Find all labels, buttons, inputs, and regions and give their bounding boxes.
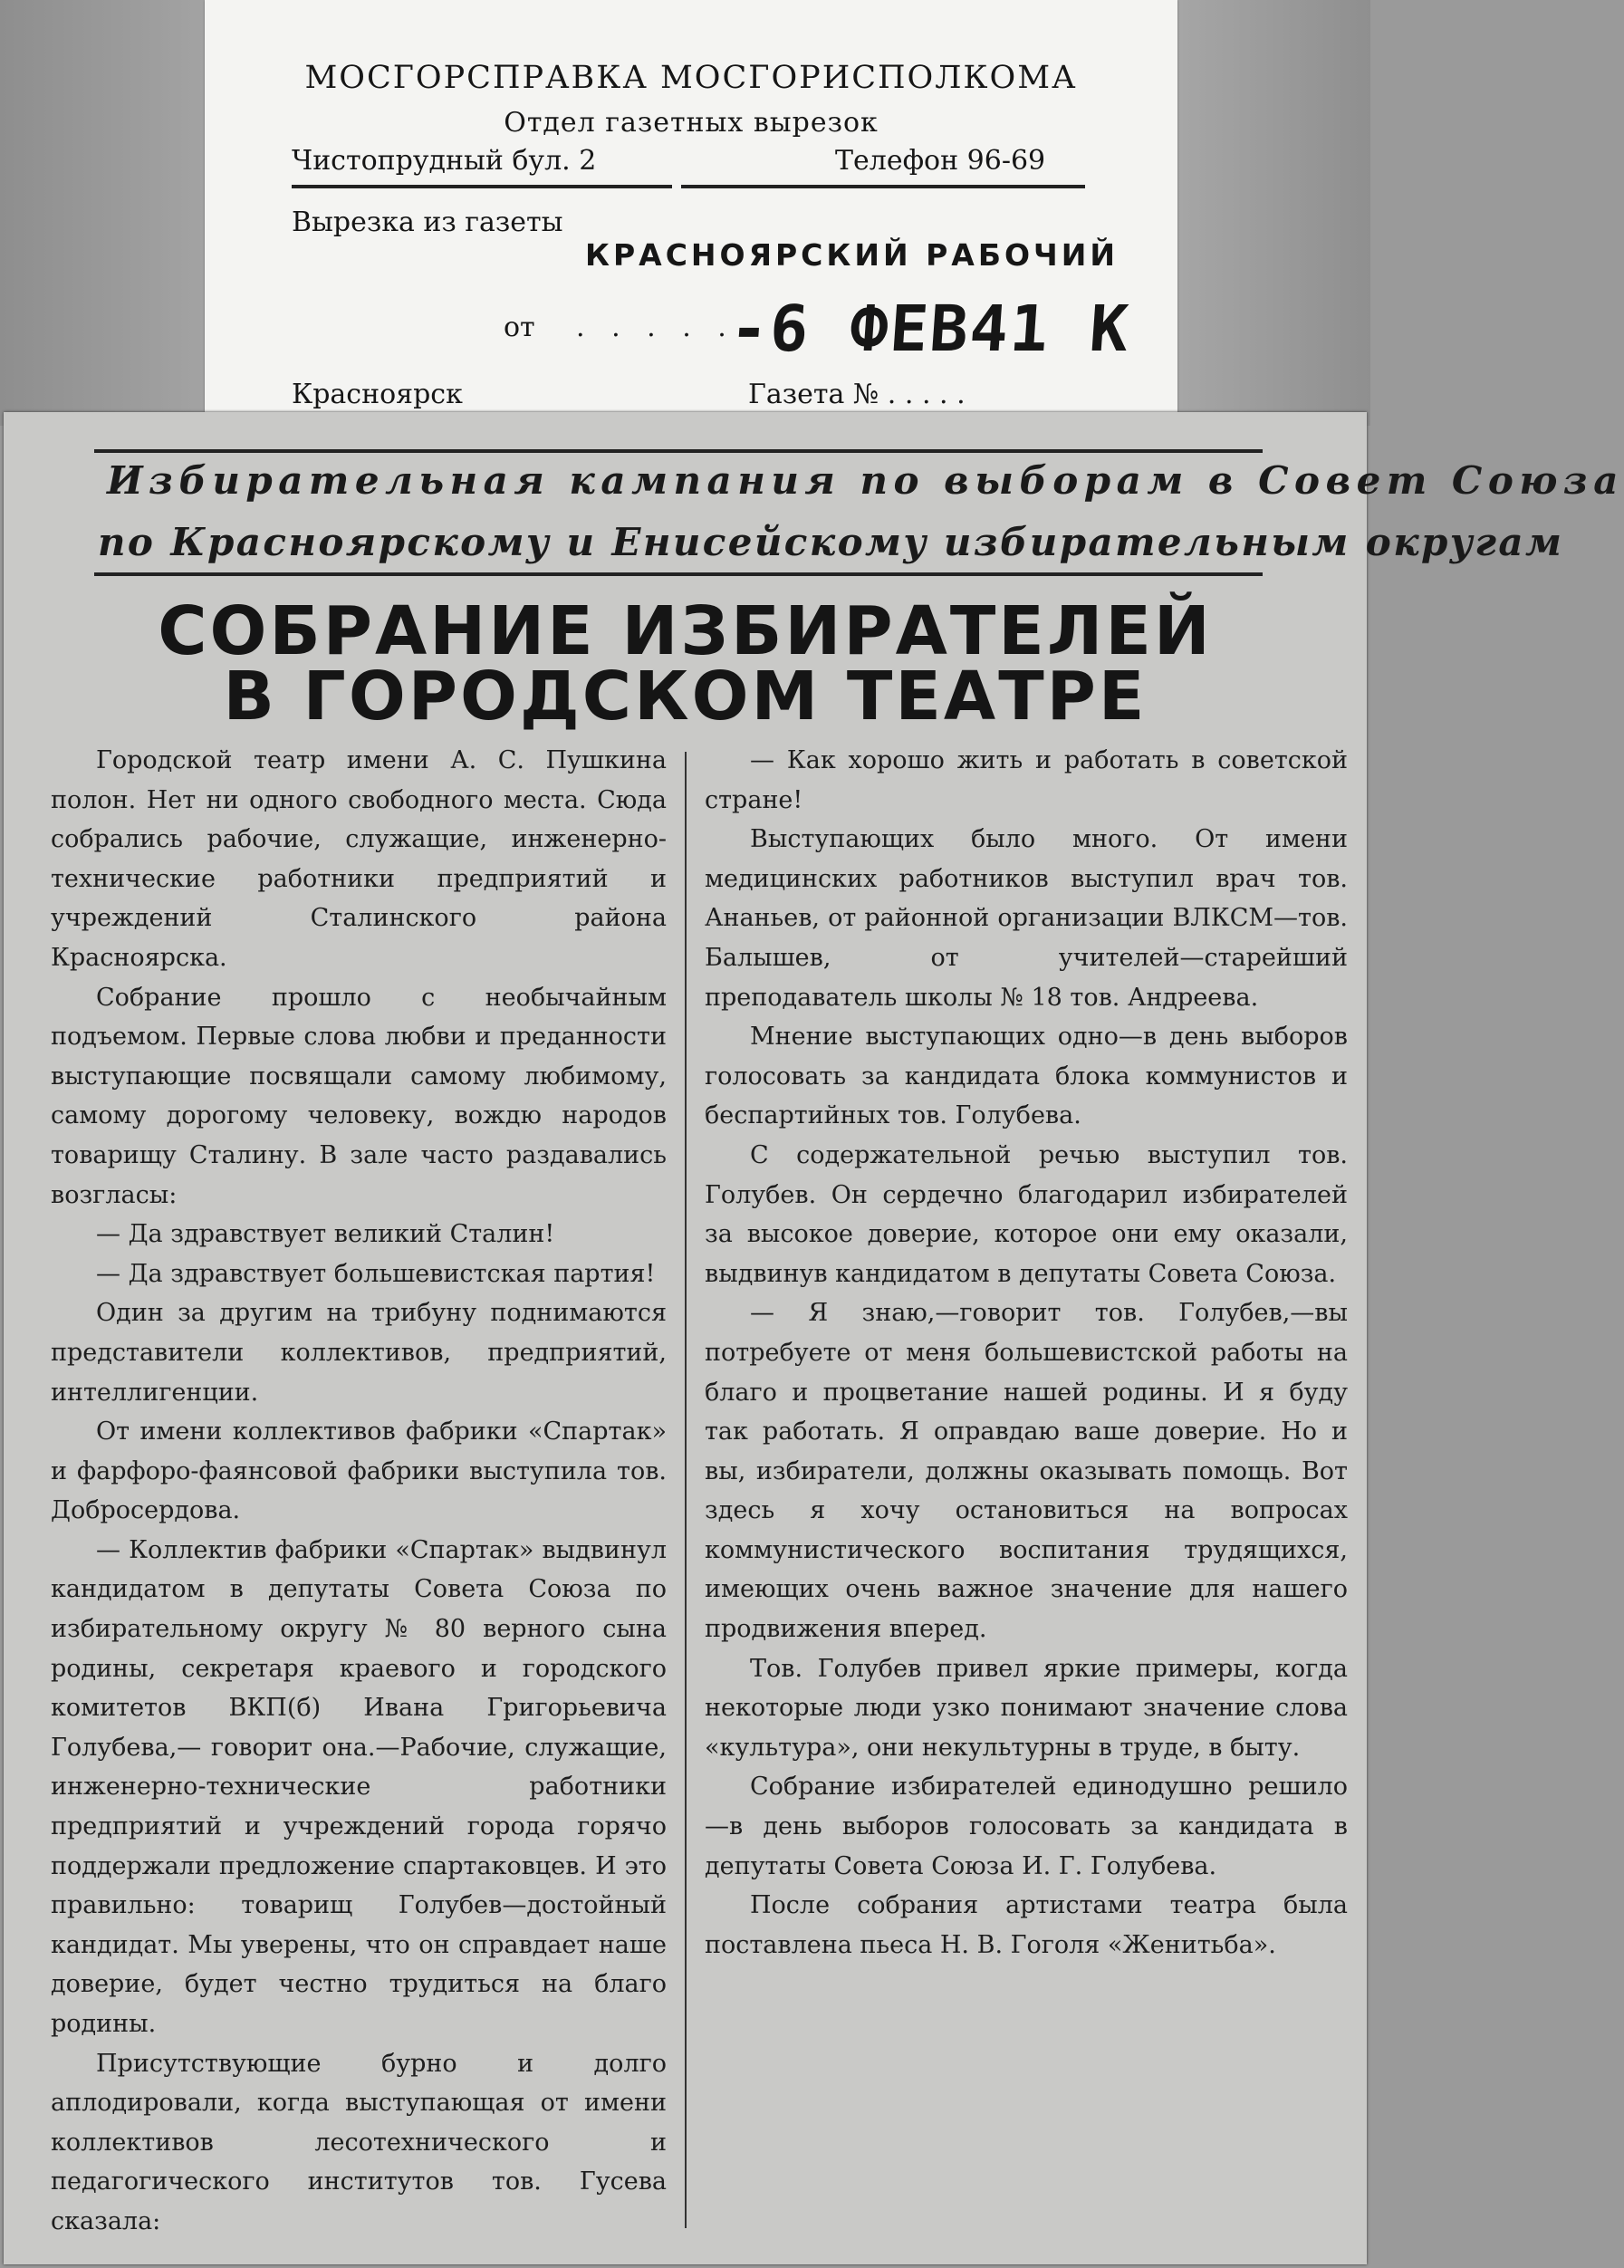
divider-rule <box>292 185 672 188</box>
article-paragraph: Тов. Голубев привел яркие примеры, когда некоторые люди узко понимают значение слова «культура», они некультурны в труде, в быту. <box>705 1654 1348 1762</box>
phone-number: Телефон 96-69 <box>835 145 1046 177</box>
article-paragraph: Мнение выступающих одно—в день выборов голосовать за кандидата блока коммунистов и беспартийных тов. Голубева. <box>705 1023 1348 1130</box>
newspaper-name: КРАСНОЯРСКИЙ РАБОЧИЙ <box>585 237 1119 273</box>
article-paragraph: Присутствующие бурно и долго аплодировали, когда выступающая от имени коллективов лесотехнического и педагогического институтов тов. Гусева сказала: <box>51 2049 667 2235</box>
clipping-from-label: Вырезка из газеты <box>292 207 563 238</box>
address: Чистопрудный бул. 2 <box>292 145 597 177</box>
article-column-left <box>51 741 667 2242</box>
article-paragraph: Собрание прошло с необычайным подъемом. Первые слова любви и преданности выступающие посвящали самому любимому, самому дорогому человеку, вождю народов товарищу Сталину. В зале часто раздавались возгласы: <box>51 983 667 1209</box>
date-stamp: -6 ФЕВ41 К <box>727 292 1133 366</box>
rubric-line-2: по Красноярскому и Енисейскому избирательным округам <box>98 520 1564 564</box>
rubric-line-1: Избирательная кампания по выборам в Совет Союза <box>107 458 1624 503</box>
article-paragraph: Один за другим на трибуну поднимаются представители коллективов, предприятий, интеллигенции. <box>51 1299 667 1407</box>
article-paragraph: После собрания артистами театра была поставлена пьеса Н. В. Гоголя «Женитьба». <box>705 1891 1348 1959</box>
article-paragraph: — Да здравствует великий Сталин! <box>96 1220 555 1249</box>
headline-line-2: В ГОРОДСКОМ ТЕАТРЕ <box>223 658 1148 735</box>
department-name: Отдел газетных вырезок <box>504 107 879 139</box>
date-label: от <box>504 312 535 343</box>
article-paragraph: От имени коллективов фабрики «Спартак» и фарфоро-фаянсовой фабрики выступила тов. Добросердова. <box>51 1418 667 1525</box>
issue-number-label: Газета № . . . . . <box>748 379 966 410</box>
article-paragraph: Городской театр имени А. С. Пушкина полон. Нет ни одного свободного места. Сюда собрались рабочие, служащие, инженерно-технические работники предприятий и учреждений Сталинского района Красноярска. <box>51 746 667 972</box>
scan-background-right <box>1177 0 1370 426</box>
organization-name: МОСГОРСПРАВКА МОСГОРИСПОЛКОМА <box>304 60 1078 96</box>
rubric-rule-top <box>94 449 1263 453</box>
article-paragraph: Собрание избирателей единодушно решило—в день выборов голосовать за кандидата в депутаты Совета Союза И. Г. Голубева. <box>705 1773 1348 1880</box>
city-name: Красноярск <box>292 379 463 410</box>
article-column-right <box>705 741 1348 1965</box>
article-paragraph: — Я знаю,—говорит тов. Голубев,—вы потребуете от меня большевистской работы на благо и процветание нашей родины. И я буду так работать. Я оправдаю ваше доверие. Но и вы, избиратели, должны оказывать помощь. Вот здесь я хочу остановиться на вопросах коммунистического воспитания трудящихся, имеющих очень важное значение для нашего продвижения вперед. <box>705 1299 1348 1644</box>
article-paragraph: С содержательной речью выступил тов. Голубев. Он сердечно благодарил избирателей за высокое доверие, которое они ему оказали, выдвинув кандидатом в депутаты Совета Союза. <box>705 1140 1348 1288</box>
article-paragraph: — Да здравствует большевистская партия! <box>96 1259 656 1288</box>
rubric-rule-bottom <box>94 572 1263 576</box>
headline-line-1: СОБРАНИЕ ИЗБИРАТЕЛЕЙ <box>158 592 1213 670</box>
date-dots: . . . . . <box>576 312 735 343</box>
article-paragraph: — Как хорошо жить и работать в советской стране! <box>705 746 1348 814</box>
article-paragraph: — Коллектив фабрики «Спартак» выдвинул кандидатом в депутаты Совета Союза по избирательному округу № 80 верного сына родины, секретаря краевого и городского комитетов ВКП(б) Ивана Григорьевича Голубева,— говорит она.—Рабочие, служащие, инженерно-технические работники предприятий и учреждений города горячо поддержали предложение спартаковцев. И это правильно: товарищ Голубев—достойный кандидат. Мы уверены, что он справдает наше доверие, будет честно трудиться на благо родины. <box>51 1535 667 2038</box>
scan-background-left <box>0 0 205 426</box>
divider-rule <box>681 185 1085 188</box>
clipping-service-label <box>205 0 1177 426</box>
article-paragraph: Выступающих было много. От имени медицинских работников выступил врач тов. Ананьев, от районной организации ВЛКСМ—тов. Балышев, от учителей—старейший преподаватель школы № 18 тов. Андреева. <box>705 825 1348 1012</box>
column-divider <box>685 752 687 2228</box>
